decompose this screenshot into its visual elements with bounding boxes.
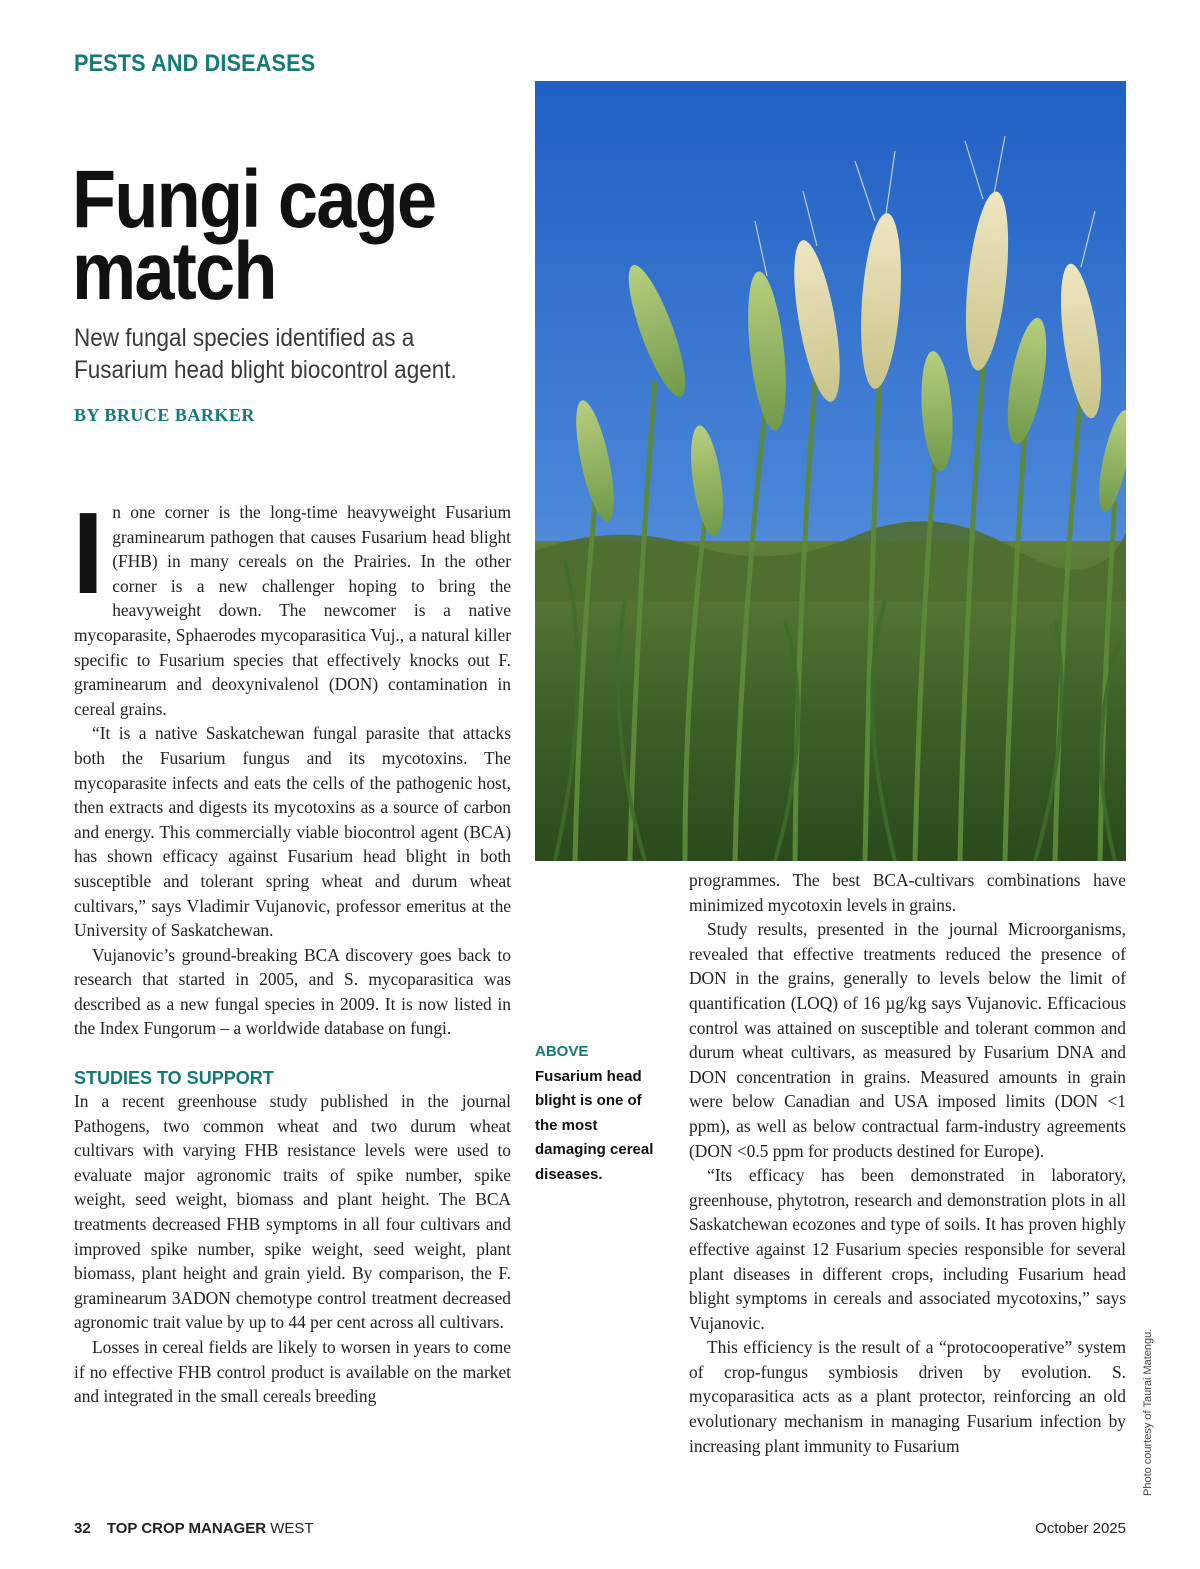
caption-text: Fusarium head blight is one of the most damaging cereal diseases. xyxy=(535,1067,654,1183)
column-left xyxy=(72,488,511,1409)
paragraph: Vujanovic’s ground-breaking BCA discovery goes back to research that started in 2005, and S. mycoparasitica was described as a new fungal species in 2009. It is now listed in the Index Fungorum – a worldwide database on fungi. xyxy=(74,944,511,1039)
magazine-edition: WEST xyxy=(270,1520,314,1537)
dropcap: I xyxy=(72,488,105,618)
paragraph-intro xyxy=(72,488,511,721)
page-number: 32 xyxy=(74,1520,91,1537)
paragraph: “Its efficacy has been demonstrated in laboratory, greenhouse, phytotron, research and demonstration plots in all Saskatchewan ecozones and type of soils. It has proven highly effective against 12 Fusarium species responsible for several plant diseases in different crops, including Fusarium head blight symptoms in cereals and associated mycotoxins,” says Vujanovic. xyxy=(689,1165,1126,1333)
paragraph: Losses in cereal fields are likely to worsen in years to come if no effective FHB control product is available on the market and integrated in the small cereals breeding xyxy=(74,1337,511,1407)
paragraph: Study results, presented in the journal Microorganisms, revealed that effective treatments reduced the presence of DON in the grains, generally to levels below the limit of quantification (LOQ) of 16 µg/kg says Vujanovic. Efficacious control was attained on susceptible and tolerant common and durum wheat cultivars, as measured by Fusarium DNA and DON concentration in grains. Measured amounts in grain were below Canadian and USA imposed limits (DON <1 ppm), as well as below contractual farm-industry agreements (DON <0.5 ppm for products destined for Europe). xyxy=(689,919,1126,1161)
paragraph: programmes. The best BCA-cultivars combinations have minimized mycotoxin levels in grains. xyxy=(689,870,1126,915)
paragraph: In a recent greenhouse study published in the journal Pathogens, two common wheat and two durum wheat cultivars with varying FHB resistance levels were used to evaluate major agronomic traits of spike number, spike weight, seed weight, biomass and plant height. The BCA treatments decreased FHB symptoms in all four cultivars and improved spike number, spike weight, seed weight, plant biomass, plant height and grain yield. By comparison, the F. graminearum 3ADON chemotype control treatment decreased agronomic trait value by up to 44 per cent across all cultivars. xyxy=(74,1091,511,1333)
caption-label: ABOVE xyxy=(535,1043,589,1060)
column-right xyxy=(689,868,1126,1458)
paragraph: This efficiency is the result of a “protocooperative” system of crop-fungus symbiosis driven by evolution. S. mycoparasitica acts as a plant protector, reinforcing an old evolutionary mechanism in managing Fusarium infection by increasing plant immunity to Fusarium xyxy=(689,1337,1126,1456)
subhead: STUDIES TO SUPPORT xyxy=(74,1068,274,1089)
wheat-field-photo xyxy=(535,81,1126,861)
paragraph: “It is a native Saskatchewan fungal parasite that attacks both the Fusarium fungus and its mycotoxins. The mycoparasite infects and eats the cells of the pathogenic host, then extracts and digests its mycotoxins as a source of carbon and energy. This commercially viable biocontrol agent (BCA) has shown efficacy against Fusarium head blight in both susceptible and tolerant spring wheat and durum wheat cultivars,” says Vladimir Vujanovic, professor emeritus at the University of Saskatchewan. xyxy=(74,723,511,941)
magazine-name: TOP CROP MANAGER xyxy=(106,1520,267,1537)
page-footer xyxy=(74,1520,1126,1537)
dek: New fungal species identified as a Fusarium head blight biocontrol agent. xyxy=(74,324,457,384)
issue-date: October 2025 xyxy=(1035,1520,1126,1537)
byline: BY BRUCE BARKER xyxy=(74,405,255,425)
headline: Fungi cage match xyxy=(72,154,436,317)
section-kicker: PESTS AND DISEASES xyxy=(74,50,316,77)
paragraph-text: n one corner is the long-time heavyweight Fusarium graminearum pathogen that causes Fusarium head blight (FHB) in many cereals on the Prairies. In the other corner is a new challenger hoping to bring the heavyweight down. The newcomer is a native mycoparasite, Sphaerodes mycoparasitica Vuj., a natural killer specific to Fusarium species that effectively knocks out F. graminearum and deoxynivalenol (DON) contamination in cereal grains. xyxy=(74,502,511,719)
photo-caption xyxy=(535,1040,660,1188)
photo-credit: Photo courtesy of Taurai Matengu. xyxy=(1142,1328,1154,1496)
